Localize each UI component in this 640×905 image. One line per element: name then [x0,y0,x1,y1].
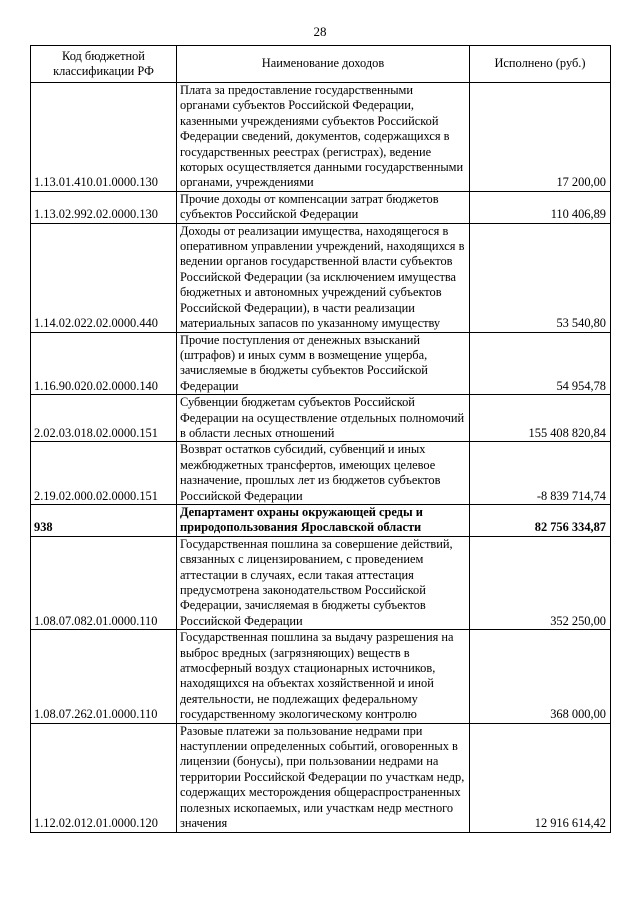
revenue-table [30,45,611,833]
table-row [31,332,611,395]
page-number: 28 [313,24,327,39]
revenue-name-cell: Прочие доходы от компенсации затрат бюджетов субъектов Российской Федерации [177,191,470,223]
amount-cell: 17 200,00 [470,83,611,192]
column-header-code: Код бюджетной классификации РФ [31,46,177,83]
department-total-cell: 82 756 334,87 [470,504,611,536]
table-row [31,223,611,332]
budget-code-cell: 1.08.07.082.01.0000.110 [31,536,177,629]
table-row [31,536,611,629]
table-row [31,723,611,832]
amount-cell: 53 540,80 [470,223,611,332]
column-header-amount: Исполнено (руб.) [470,46,611,83]
amount-cell: 368 000,00 [470,630,611,723]
revenue-name-cell: Государственная пошлина за выдачу разрешения на выброс вредных (загрязняющих) веществ в атмосферный воздух стационарных источников, находящихся на объектах хозяйственной и иной деятельности, не подлежащих федеральному государственному экологическому контролю [177,630,470,723]
amount-cell: 155 408 820,84 [470,395,611,442]
table-row [31,83,611,192]
budget-code-cell: 1.16.90.020.02.0000.140 [31,332,177,395]
budget-code-cell: 1.08.07.262.01.0000.110 [31,630,177,723]
budget-code-cell: 1.13.01.410.01.0000.130 [31,83,177,192]
budget-code-cell: 2.19.02.000.02.0000.151 [31,442,177,505]
table-row [31,442,611,505]
table-row [31,630,611,723]
table-header-row [31,46,611,83]
amount-cell: 352 250,00 [470,536,611,629]
revenue-name-cell: Государственная пошлина за совершение действий, связанных с лицензированием, с проведением аттестации в случаях, если такая аттестация предусмотрена законодательством Российской Федерации, зачисляемая в бюджеты субъектов Российской Федерации [177,536,470,629]
amount-cell: 110 406,89 [470,191,611,223]
budget-code-cell: 2.02.03.018.02.0000.151 [31,395,177,442]
budget-code-cell: 1.12.02.012.01.0000.120 [31,723,177,832]
revenue-name-cell: Доходы от реализации имущества, находящегося в оперативном управлении учреждений, находящихся в ведении органов государственной власти субъектов Российской Федерации (за исключением имущества бюджетных и автономных учреждений субъектов Российской Федерации), в части реализации материальных запасов по указанному имуществу [177,223,470,332]
department-row [31,504,611,536]
revenue-name-cell: Плата за предоставление государственными органами субъектов Российской Федерации, казенными учреждениями субъектов Российской Федерации сведений, документов, содержащихся в государственных реестрах (регистрах), ведение которых осуществляется данными государственными органами, учреждениями [177,83,470,192]
amount-cell: 54 954,78 [470,332,611,395]
department-name-cell: Департамент охраны окружающей среды и природопользования Ярославской области [177,504,470,536]
table-row [31,395,611,442]
department-code-cell: 938 [31,504,177,536]
revenue-name-cell: Прочие поступления от денежных взысканий (штрафов) и иных сумм в возмещение ущерба, зачисляемые в бюджеты субъектов Российской Федерации [177,332,470,395]
column-header-name: Наименование доходов [177,46,470,83]
revenue-name-cell: Субвенции бюджетам субъектов Российской Федерации на осуществление отдельных полномочий в области лесных отношений [177,395,470,442]
table-row [31,191,611,223]
revenue-name-cell: Возврат остатков субсидий, субвенций и иных межбюджетных трансфертов, имеющих целевое назначение, прошлых лет из бюджетов субъектов Российской Федерации [177,442,470,505]
amount-cell: 12 916 614,42 [470,723,611,832]
budget-code-cell: 1.13.02.992.02.0000.130 [31,191,177,223]
budget-code-cell: 1.14.02.022.02.0000.440 [31,223,177,332]
revenue-name-cell: Разовые платежи за пользование недрами при наступлении определенных событий, оговоренных в лицензии (бонусы), при пользовании недрами на территории Российской Федерации по участкам недр, содержащих месторождения общераспространенных полезных ископаемых, или участкам недр местного значения [177,723,470,832]
amount-cell: -8 839 714,74 [470,442,611,505]
